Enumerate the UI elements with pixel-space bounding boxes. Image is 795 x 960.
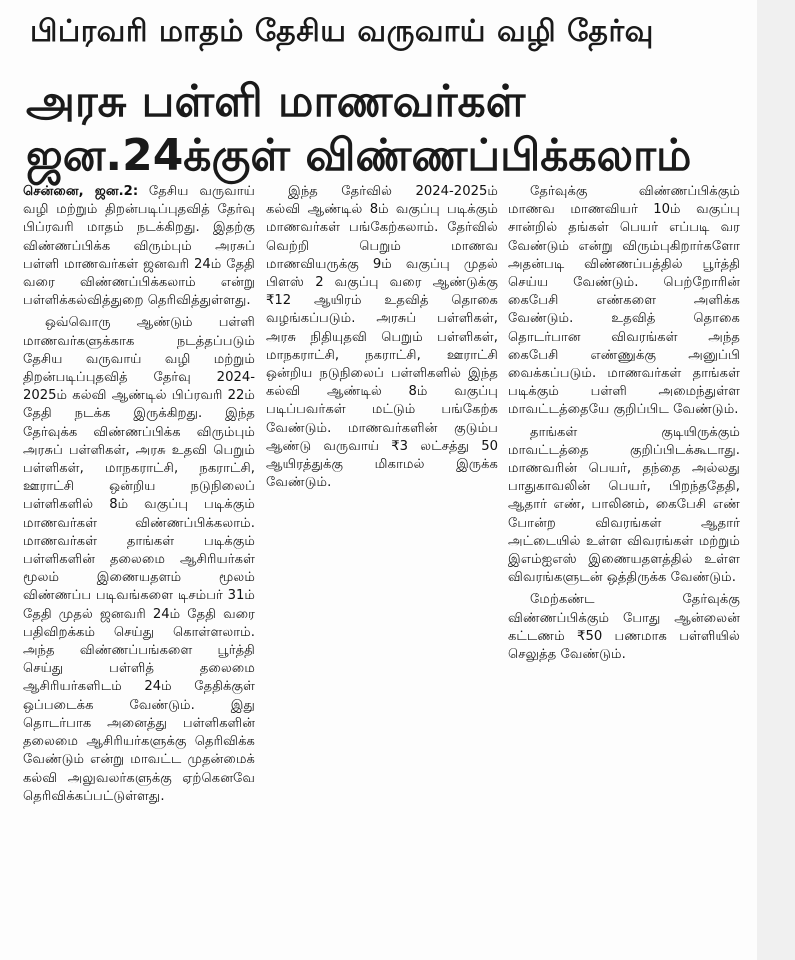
paragraph-3: இந்த தேர்வில் 2024-2025ம் கல்வி ஆண்டில் 8ம் வகுப்பு படிக்கும் மாணவர்கள் பங்கேற்கலாம். தேர்வில் வெற்றி பெறும் மாணவ மாணவியருக்கு 9ம் வகுப்பு முதல் பிளஸ் 2 வகுப்பு வரை ஆண்டுக்கு ₹12 ஆயிரம் உதவித் தொகை வழங்கப்படும். அரசுப் பள்ளிகள், அரசு நிதியுதவி பெறும் பள்ளிகள், மாநகராட்சி, நகராட்சி, ஊராட்சி ஒன்றிய நடுநிலைப் பள்ளிகளில் இந்த கல்வி ஆண்டில் 8ம் வகுப்பு படிப்பவர்கள் மட்டும் பங்கேற்க வேண்டும். மாணவர்களின் குடும்ப ஆண்டு வருவாய் ₹3 லட்சத்து 50 ஆயிரத்துக்கு மிகாமல் இருக்க வேண்டும். <box>266 184 498 491</box>
paragraph-4: தேர்வுக்கு விண்ணப்பிக்கும் மாணவ மாணவியர் 10ம் வகுப்பு சான்றில் தங்கள் பெயர் எப்படி வர வேண்டும் என்று விரும்புகிறார்களோ அதன்படி விண்ணப்பத்தில் பூர்த்தி செய்ய வேண்டும். பெற்றோரின் கைபேசி எண்களை அளிக்க வேண்டும். உதவித் தொகை தொடர்பான விவரங்கள் அந்த கைபேசி எண்ணுக்கு அனுப்பி வைக்கப்படும். மாணவர்கள் தாங்கள் படிக்கும் பள்ளி அமைந்துள்ள மாவட்டத்தையே குறிப்பிட வேண்டும். <box>508 184 740 418</box>
article-column-1 <box>23 183 255 838</box>
headline-line-1: அரசு பள்ளி மாணவர்கள் <box>26 76 526 127</box>
paragraph-1 <box>23 183 255 310</box>
article-column-3 <box>508 183 740 668</box>
kicker-headline: பிப்ரவரி மாதம் தேசிய வருவாய் வழி தேர்வு <box>30 14 654 49</box>
paragraph-6: மேற்கண்ட தேர்வுக்கு விண்ணப்பிக்கும் போது ஆன்லைன் கட்டணம் ₹50 பணமாக பள்ளியில் செலுத்த வேண்டும். <box>508 592 740 663</box>
page-edge <box>757 0 795 960</box>
dateline: சென்னை, ஜன.2: <box>23 184 139 199</box>
paragraph-5: தாங்கள் குடியிருக்கும் மாவட்டத்தை குறிப்பிடக்கூடாது. மாணவரின் பெயர், தந்தை அல்லது பாதுகாவலின் பெயர், பிறந்ததேதி, ஆதார் எண், பாலினம், கைபேசி எண் போன்ற விவரங்கள் ஆதார் அட்டையில் உள்ள விவரங்கள் மற்றும் இஎம்ஐஎஸ் இணையதளத்தில் உள்ள விவரங்களுடன் ஒத்திருக்க வேண்டும். <box>508 424 740 586</box>
article-column-2 <box>266 183 498 496</box>
headline-line-2: ஜன.24க்குள் விண்ணப்பிக்கலாம் <box>26 130 692 181</box>
paragraph-1-text: தேசிய வருவாய் வழி மற்றும் திறன்படிப்புதவித் தேர்வு பிப்ரவரி மாதம் நடக்கிறது. இதற்கு விண்ணப்பிக்க விரும்பும் அரசுப் பள்ளி மாணவர்கள் ஜனவரி 24ம் தேதி வரை விண்ணப்பிக்கலாம் என்று பள்ளிக்கல்வித்துறை தெரிவித்துள்ளது. <box>23 184 255 309</box>
paragraph-2: ஒவ்வொரு ஆண்டும் பள்ளி மாணவர்களுக்காக நடத்தப்படும் தேசிய வருவாய் வழி மற்றும் திறன்படிப்புதவித் தேர்வு 2024-2025ம் கல்வி ஆண்டில் பிப்ரவரி 22ம் தேதி நடக்க இருக்கிறது. இந்த தேர்வுக்க விண்ணப்பிக்க விரும்பும் அரசுப் பள்ளிகள், அரசு உதவி பெறும் பள்ளிகள், மாநகராட்சி, நகராட்சி, ஊராட்சி ஒன்றிய நடுநிலைப் பள்ளிகளில் 8ம் வகுப்பு படிக்கும் மாணவர்கள் விண்ணப்பிக்கலாம். மாணவர்கள் தாங்கள் படிக்கும் பள்ளிகளின் தலைமை ஆசிரியர்கள் மூலம் இணையதளம் மூலம் விண்ணப்ப படிவங்களை டிசம்பர் 31ம் தேதி முதல் ஜனவரி 24ம் தேதி வரை பதிவிறக்கம் செய்து கொள்ளலாம். அந்த விண்ணப்பங்களை பூர்த்தி செய்து பள்ளித் தலைமை ஆசிரியர்களிடம் 24ம் தேதிக்குள் ஒப்படைக்க வேண்டும். இது தொடர்பாக அனைத்து பள்ளிகளின் தலைமை ஆசிரியர்களுக்கு தெரிவிக்க வேண்டும் என்று மாவட்ட முதன்மைக் கல்வி அலுவலர்களுக்கு ஏற்கெனவே தெரிவிக்கப்பட்டுள்ளது. <box>23 315 255 804</box>
